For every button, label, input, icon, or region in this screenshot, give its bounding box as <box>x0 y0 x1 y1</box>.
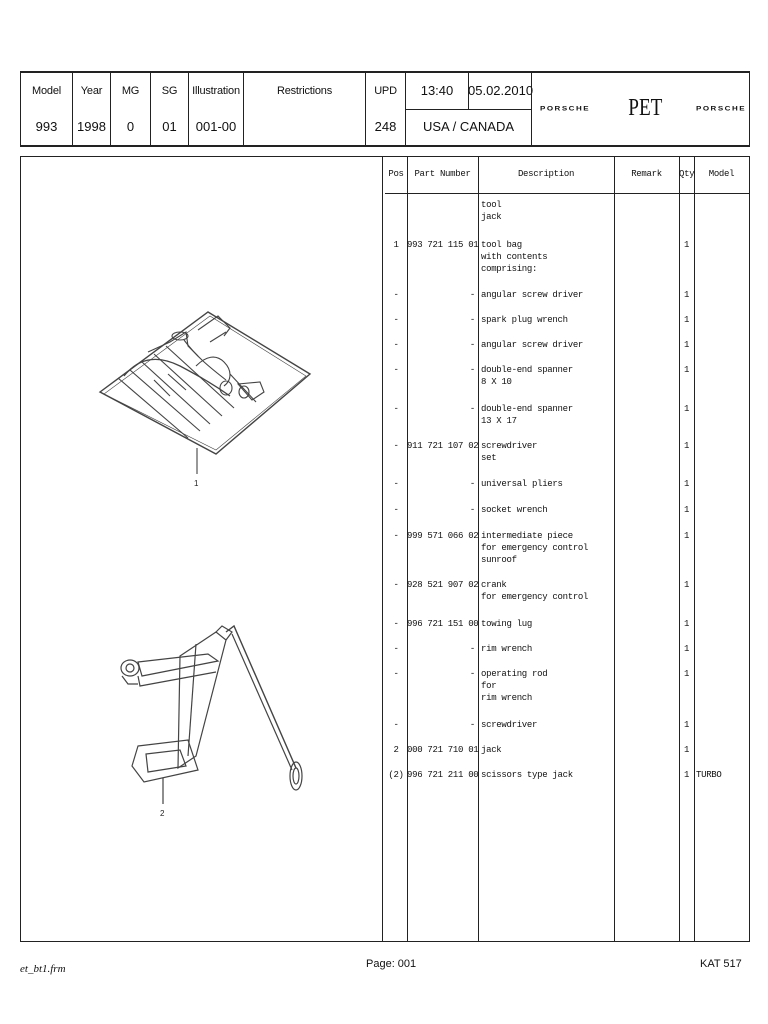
region-value: USA / CANADA <box>422 119 515 134</box>
row-qty: 1 <box>683 770 690 780</box>
row-part-number: 993 721 115 01 <box>407 240 479 250</box>
footer-catalog: KAT 517 <box>700 958 742 970</box>
row-qty: 1 <box>683 505 690 515</box>
row-description-line: double-end spanner <box>481 404 573 414</box>
date-region-cell <box>405 71 534 147</box>
row-description-line: with contents <box>481 252 548 262</box>
row-part-number: - <box>469 479 475 489</box>
upd-label: UPD <box>374 85 397 97</box>
row-pos: - <box>393 531 399 541</box>
row-pos: - <box>393 404 399 414</box>
callout-1-label: 1 <box>194 479 199 488</box>
col-header-remark: Remark <box>631 169 662 179</box>
row-description-line: crank <box>481 580 507 590</box>
row-description-line: jack <box>481 212 502 222</box>
restrictions-label: Restrictions <box>276 85 333 97</box>
sg-label: SG <box>161 85 178 97</box>
row-part-number: 911 721 107 02 <box>407 441 479 451</box>
row-pos: - <box>393 365 399 375</box>
row-qty: 1 <box>683 669 690 679</box>
row-part-number: - <box>469 720 475 730</box>
row-part-number: - <box>469 644 475 654</box>
row-part-number: - <box>469 505 475 515</box>
footer-file: et_bt1.frm <box>20 963 66 975</box>
row-qty: 1 <box>683 441 690 451</box>
porsche-logo-left: PORSCHE <box>540 104 591 113</box>
col-header-qty: Qty <box>679 169 695 179</box>
mg-label: MG <box>121 85 140 97</box>
model-value: 993 <box>35 119 58 134</box>
model-cell <box>20 71 72 147</box>
row-part-number: 999 571 066 02 <box>407 531 479 541</box>
catalog-header <box>20 71 750 147</box>
col-header-pos: Pos <box>388 169 404 179</box>
year-label: Year <box>80 85 103 97</box>
row-description-line: 13 X 17 <box>481 416 517 426</box>
row-description-line: jack <box>481 745 502 755</box>
illustration-cell <box>188 71 243 147</box>
jack-drawing <box>121 626 302 804</box>
row-description-line: operating rod <box>481 669 548 679</box>
row-qty: 1 <box>683 290 690 300</box>
brand-cell <box>531 71 750 147</box>
col-header-model: Model <box>708 169 735 179</box>
row-description-line: socket wrench <box>481 505 548 515</box>
sg-cell <box>150 71 188 147</box>
row-pos: - <box>393 479 399 489</box>
row-part-number: - <box>469 669 475 679</box>
row-description-line: for emergency control <box>481 592 589 602</box>
sg-value: 01 <box>162 119 177 134</box>
illustration-panel <box>20 156 383 942</box>
row-part-number: - <box>469 365 475 375</box>
illustration-label: Illustration <box>192 85 240 97</box>
row-description-line: for emergency control <box>481 543 589 553</box>
row-pos: - <box>393 720 399 730</box>
row-qty: 1 <box>683 404 690 414</box>
illustration-value: 001-00 <box>195 119 237 134</box>
row-pos: - <box>393 340 399 350</box>
row-pos: - <box>393 315 399 325</box>
row-pos: 1 <box>393 240 399 250</box>
row-description-line: spark plug wrench <box>481 315 568 325</box>
row-pos: - <box>393 290 399 300</box>
row-description-line: angular screw driver <box>481 290 584 300</box>
row-part-number: 928 521 907 02 <box>407 580 479 590</box>
upd-cell <box>365 71 405 147</box>
row-description-line: sunroof <box>481 555 517 565</box>
row-description-line: tool <box>481 200 502 210</box>
tool-bag-drawing <box>100 312 310 474</box>
row-description-line: towing lug <box>481 619 533 629</box>
row-part-number: - <box>469 404 475 414</box>
parts-table <box>385 157 749 941</box>
row-description-line: double-end spanner <box>481 365 573 375</box>
row-model: TURBO <box>696 770 722 780</box>
col-header-description: Description <box>517 169 575 179</box>
row-qty: 1 <box>683 240 690 250</box>
row-pos: - <box>393 644 399 654</box>
row-part-number: 000 721 710 01 <box>407 745 479 755</box>
upd-value: 248 <box>374 119 397 134</box>
date-value: 05.02.2010 <box>468 83 534 98</box>
row-qty: 1 <box>683 580 690 590</box>
row-description-line: comprising: <box>481 264 538 274</box>
row-description-line: universal pliers <box>481 479 563 489</box>
row-description-line: 8 X 10 <box>481 377 512 387</box>
row-qty: 1 <box>683 644 690 654</box>
row-description-line: rim wrench <box>481 693 533 703</box>
row-pos: - <box>393 505 399 515</box>
row-part-number: 996 721 151 00 <box>407 619 479 629</box>
row-qty: 1 <box>683 619 690 629</box>
row-pos: - <box>393 441 399 451</box>
row-pos: 2 <box>393 745 399 755</box>
row-qty: 1 <box>683 340 690 350</box>
mg-value: 0 <box>126 119 135 134</box>
mg-cell <box>110 71 150 147</box>
row-description-line: intermediate piece <box>481 531 573 541</box>
row-pos: - <box>393 580 399 590</box>
row-description-line: screwdriver <box>481 441 538 451</box>
row-part-number: - <box>469 290 475 300</box>
porsche-logo-right: PORSCHE <box>696 104 747 113</box>
col-header-part-number: Part Number <box>414 169 471 179</box>
row-part-number: 996 721 211 00 <box>407 770 479 780</box>
row-description-line: screwdriver <box>481 720 538 730</box>
row-part-number: - <box>469 340 475 350</box>
row-description-line: scissors type jack <box>481 770 573 780</box>
year-value: 1998 <box>77 119 106 134</box>
row-description-line: tool bag <box>481 240 522 250</box>
row-pos: - <box>393 619 399 629</box>
row-qty: 1 <box>683 720 690 730</box>
row-qty: 1 <box>683 531 690 541</box>
time-value: 13:40 <box>420 83 454 98</box>
row-qty: 1 <box>683 315 690 325</box>
row-pos: (2) <box>388 770 404 780</box>
row-description-line: for <box>481 681 497 691</box>
year-cell <box>72 71 110 147</box>
row-pos: - <box>393 669 399 679</box>
callout-2-label: 2 <box>160 809 165 818</box>
footer-page: Page: 001 <box>366 958 417 970</box>
model-label: Model <box>32 85 61 97</box>
row-description-line: angular screw driver <box>481 340 584 350</box>
row-description-line: rim wrench <box>481 644 533 654</box>
app-name: PET <box>628 95 663 121</box>
restrictions-cell <box>243 71 365 147</box>
row-qty: 1 <box>683 365 690 375</box>
parts-illustration <box>20 156 382 942</box>
row-qty: 1 <box>683 479 690 489</box>
row-qty: 1 <box>683 745 690 755</box>
row-part-number: - <box>469 315 475 325</box>
row-description-line: set <box>481 453 497 463</box>
